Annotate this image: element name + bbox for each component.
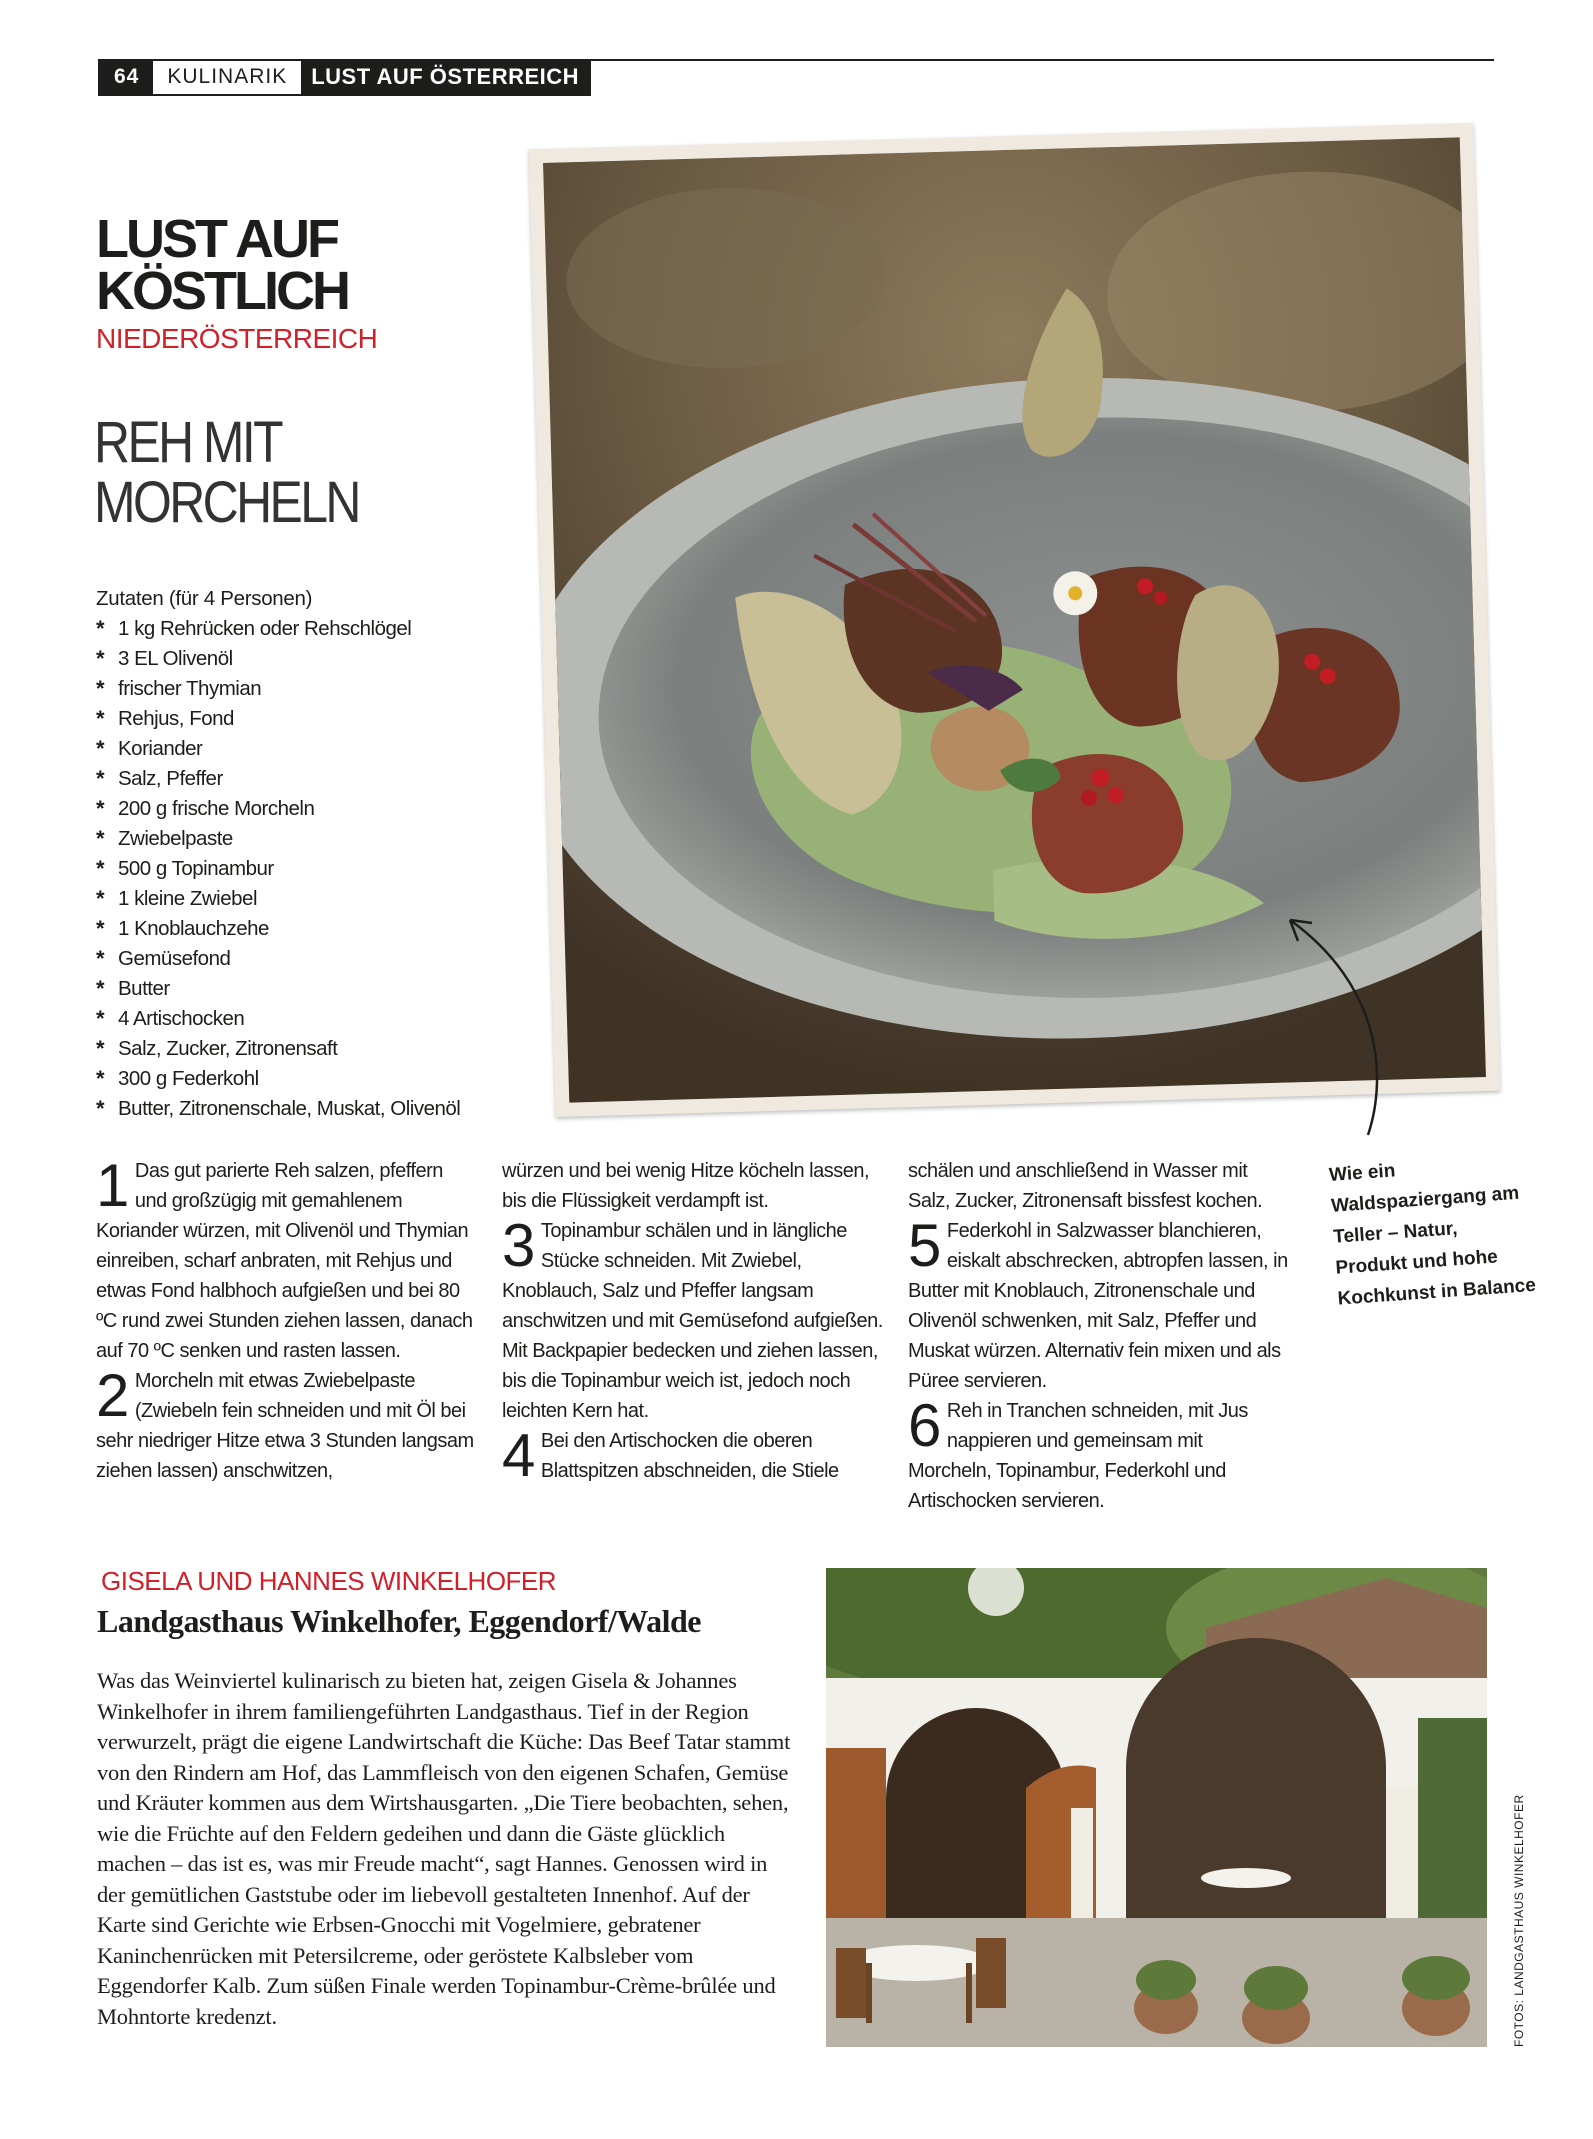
photo-caption: Wie ein Waldspaziergang am Teller – Natur, Produkt und hohe Kochkunst in Balance: [1328, 1160, 1537, 1310]
step-3: 3 Topinambur schälen und in längliche Stücke schneiden. Mit Zwiebel, Knoblauch, Salz und Pfeffer langsam anschwitzen und mit Gemüsefond aufgießen. Mit Backpapier bedecken und ziehen lassen, bis die Topinambur weich ist, jedoch noch leichten Kern hat.: [502, 1212, 883, 1422]
asterisk-icon: *: [96, 826, 105, 851]
step-number: 3: [502, 1212, 535, 1279]
asterisk-icon: *: [96, 946, 105, 971]
list-item: * Salz, Pfeffer: [96, 764, 536, 794]
asterisk-icon: *: [96, 676, 105, 701]
step-6: 6 Reh in Tranchen schneiden, mit Jus nappieren und gemeinsam mit Morcheln, Topinambur, Federkohl und Artischocken servieren.: [908, 1392, 1248, 1512]
list-item: * Koriander: [96, 734, 536, 764]
ingredients-heading: Zutaten (für 4 Personen): [96, 587, 313, 610]
restaurant-hosts: GISELA UND HANNES WINKELHOFER: [101, 1566, 557, 1596]
steps-column-3: [908, 1156, 1288, 1516]
step-number: 5: [908, 1212, 941, 1279]
photo-credit: FOTOS: LANDGASTHAUS WINKELHOFER: [1512, 1794, 1526, 2047]
ingredients-box: [96, 584, 536, 1124]
step-number: 1: [96, 1152, 129, 1219]
list-item: * 4 Artischocken: [96, 1004, 536, 1034]
dish-title: [94, 410, 359, 535]
step-4-continued: schälen und anschließend in Wasser mit Salz, Zucker, Zitronensaft bissfest kochen.: [908, 1160, 1263, 1212]
page-header: [98, 60, 591, 96]
ingredients-list: [96, 614, 536, 1124]
list-item: * 1 kleine Zwiebel: [96, 884, 536, 914]
asterisk-icon: *: [96, 1006, 105, 1031]
steps-column-1: [96, 1152, 476, 1486]
list-item: * Salz, Zucker, Zitronensaft: [96, 1034, 536, 1064]
asterisk-icon: *: [96, 1036, 105, 1061]
asterisk-icon: *: [96, 886, 105, 911]
step-5: 5 Federkohl in Salzwasser blanchieren, eiskalt abschrecken, abtropfen lassen, in Butter mit Knoblauch, Zitronenschale und Olivenöl schwenken, mit Salz, Pfeffer und Muskat würzen. Alternativ fein mixen und als Püree servieren.: [908, 1212, 1288, 1392]
step-number: 2: [96, 1362, 129, 1429]
step-2: 2 Morcheln mit etwas Zwiebelpaste (Zwiebeln fein schneiden und mit Öl bei sehr niedriger Hitze etwa 3 Stunden langsam ziehen lassen) anschwitzen,: [96, 1362, 474, 1482]
asterisk-icon: *: [96, 766, 105, 791]
list-item: * 1 kg Rehrücken oder Rehschlögel: [96, 614, 536, 644]
list-item: * 1 Knoblauchzehe: [96, 914, 536, 944]
steps-column-2: [502, 1156, 884, 1489]
step-1: 1 Das gut parierte Reh salzen, pfeffern und großzügig mit gemahlenem Koriander würzen, mit Olivenöl und Thymian einreiben, scharf anbraten, mit Rehjus und etwas Fond halbhoch aufgießen und bei 80 ºC rund zwei Stunden ziehen lassen, danach auf 70 ºC senken und rasten lassen.: [96, 1152, 473, 1362]
dish-title-line-2: MORCHELN: [94, 470, 359, 535]
list-item: * Gemüsefond: [96, 944, 536, 974]
list-item: * Zwiebelpaste: [96, 824, 536, 854]
list-item: * Butter, Zitronenschale, Muskat, Olivenöl: [96, 1094, 536, 1124]
article-title: [96, 209, 348, 321]
list-item: * 200 g frische Morcheln: [96, 794, 536, 824]
asterisk-icon: *: [96, 916, 105, 941]
section-label: KULINARIK: [167, 65, 288, 88]
list-item: * 3 EL Olivenöl: [96, 644, 536, 674]
asterisk-icon: *: [96, 646, 105, 671]
asterisk-icon: *: [96, 616, 105, 641]
list-item: * frischer Thymian: [96, 674, 536, 704]
courtyard-photo-illustration: [826, 1568, 1487, 2047]
asterisk-icon: *: [96, 976, 105, 1001]
page-number: 64: [100, 60, 153, 94]
list-item: * 300 g Federkohl: [96, 1064, 536, 1094]
series-label: LUST AUF ÖSTERREICH: [301, 60, 589, 94]
asterisk-icon: *: [96, 706, 105, 731]
region-label: NIEDERÖSTERREICH: [96, 323, 378, 354]
asterisk-icon: *: [96, 856, 105, 881]
curved-arrow-icon: [1250, 895, 1390, 1140]
courtyard-photo: [826, 1568, 1487, 2047]
step-4: 4 Bei den Artischocken die oberen Blattspitzen abschneiden, die Stiele: [502, 1422, 839, 1489]
list-item: * Rehjus, Fond: [96, 704, 536, 734]
list-item: * 500 g Topinambur: [96, 854, 536, 884]
asterisk-icon: *: [96, 1096, 105, 1121]
title-line-1: LUST AUF: [96, 209, 337, 269]
dish-title-line-1: REH MIT: [94, 410, 281, 475]
step-number: 6: [908, 1392, 941, 1459]
asterisk-icon: *: [96, 796, 105, 821]
list-item: * Butter: [96, 974, 536, 1004]
step-2-continued: würzen und bei wenig Hitze köcheln lassen, bis die Flüssigkeit verdampft ist.: [502, 1160, 869, 1212]
step-number: 4: [502, 1422, 535, 1489]
asterisk-icon: *: [96, 1066, 105, 1091]
restaurant-description: Was das Weinviertel kulinarisch zu bieten hat, zeigen Gisela & Johannes Winkelhofer in ihrem familiengeführten Landgasthaus. Tief in der Region verwurzelt, prägt die eigene Landwirtschaft die Küche: Das Beef Tatar stammt von den Rindern am Hof, das Lammfleisch von den eigenen Schafen, Gemüse und Kräuter kommen aus dem Wirtshausgarten. „Die Tiere beobachten, sehen, wie die Früchte auf den Feldern gedeihen und dann die Gäste glücklich machen – das ist es, was mir Freude macht“, sagt Hannes. Genossen wird in der gemütlichen Gaststube oder im liebevoll gestalteten Innenhof. Auf der Karte sind Gerichte wie Erbsen-Gnocchi mit Vogelmiere, gebratener Kaninchenrücken mit Petersilcreme, oder geröstete Kalbsleber vom Eggendorfer Kalb. Zum süßen Finale werden Topinambur-Crème-brûlée und Mohntorte kredenzt.: [97, 1668, 791, 2029]
restaurant-name: Landgasthaus Winkelhofer, Eggendorf/Walde: [97, 1603, 701, 1639]
title-line-2: KÖSTLICH: [96, 261, 348, 321]
asterisk-icon: *: [96, 736, 105, 761]
